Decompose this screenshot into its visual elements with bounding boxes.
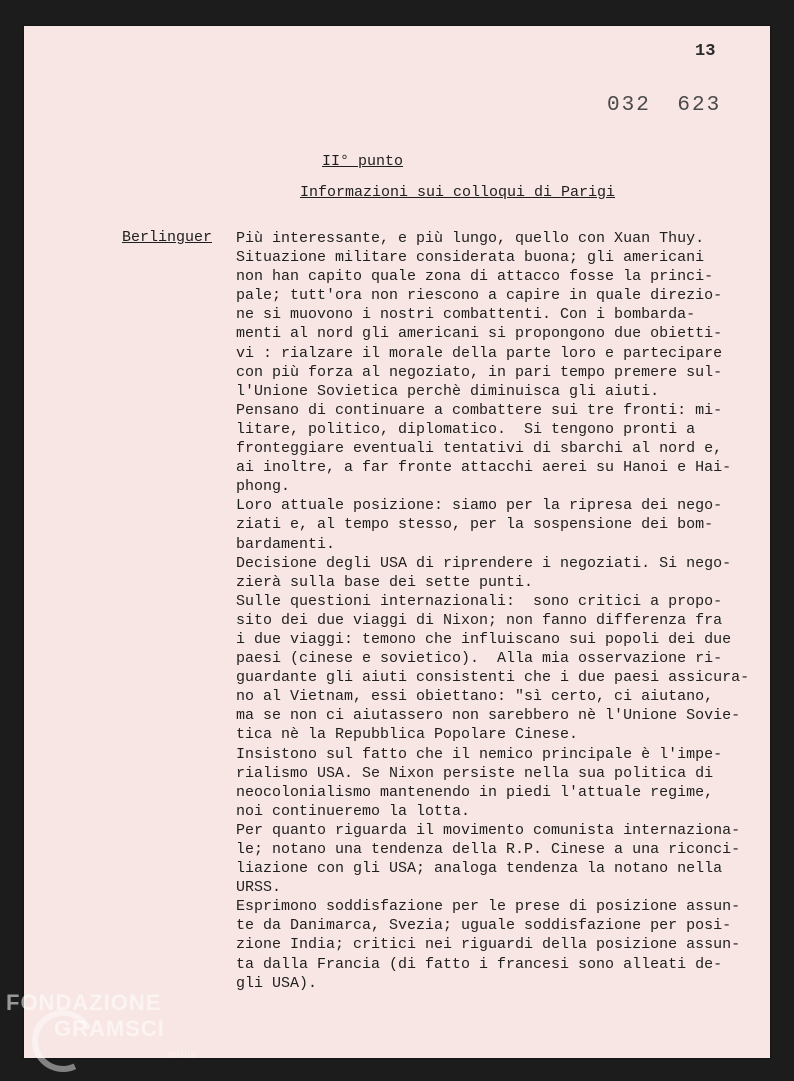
page-number: 13 — [695, 42, 716, 61]
body-line: zione India; critici nei riguardi della posizione assun- — [236, 936, 741, 954]
body-line: neocolonialismo mantenendo in piedi l'attuale regime, — [236, 783, 714, 801]
body-line: Loro attuale posizione: siamo per la ripresa dei nego- — [236, 497, 723, 515]
body-line: paesi (cinese e sovietico). Alla mia osservazione ri- — [236, 650, 723, 668]
body-line: liazione con gli USA; analoga tendenza la notano nella — [236, 860, 723, 878]
body-line: sito dei due viaggi di Nixon; non fanno differenza fra — [236, 611, 723, 629]
body-line: l'Unione Sovietica perchè diminuisca gli aiuti. — [236, 382, 660, 400]
body-line: te da Danimarca, Svezia; uguale soddisfazione per posi- — [236, 917, 732, 935]
body-line: menti al nord gli americani si propongono due obietti- — [236, 325, 723, 343]
section-subtitle: Informazioni sui colloqui di Parigi — [300, 184, 616, 201]
body-line: URSS. — [236, 879, 282, 897]
body-line: fronteggiare eventuali tentativi di sbarchi al nord e, — [236, 440, 723, 458]
body-line: ne si muovono i nostri combattenti. Con i bombarda- — [236, 306, 696, 324]
body-line: Più interessante, e più lungo, quello con Xuan Thuy. — [236, 230, 705, 247]
body-line: pale; tutt'ora non riescono a capire in quale direzio- — [236, 287, 723, 305]
body-line: Decisione degli USA di riprendere i negoziati. Si nego- — [236, 554, 732, 572]
body-line: con più forza al negoziato, in pari tempo premere sul- — [236, 363, 723, 381]
body-line: litare, politico, diplomatico. Si tengono pronti a — [236, 420, 696, 438]
watermark-line2: GRAMSCI — [54, 1016, 165, 1041]
speaker-name: Berlinguer — [122, 229, 213, 246]
body-line: Esprimono soddisfazione per le prese di posizione assun- — [236, 898, 741, 916]
body-line: phong. — [236, 478, 291, 496]
body-line: Per quanto riguarda il movimento comunista internaziona- — [236, 821, 741, 839]
watermark-suffix: onlus — [168, 1050, 197, 1061]
body-line: zierà sulla base dei sette punti. — [236, 573, 534, 591]
body-line: i due viaggi: temono che influiscano sui popoli dei due — [236, 630, 732, 648]
body-line: Pensano di continuare a combattere sui tre fronti: mi- — [236, 401, 723, 419]
body-line: ziati e, al tempo stesso, per la sospensione dei bom- — [236, 516, 714, 534]
body-line: ma se non ci aiutassero non sarebbero nè l'Unione Sovie- — [236, 707, 741, 725]
watermark-line1: FONDAZIONE — [6, 990, 162, 1015]
body-line: gli USA). — [236, 974, 318, 992]
body-line: guardante gli aiuti consistenti che i due paesi assicura- — [236, 669, 750, 687]
section-title: II° punto — [322, 153, 404, 170]
body-line: noi continueremo la lotta. — [236, 802, 471, 820]
archive-number: 032 623 — [607, 94, 722, 117]
body-line: le; notano una tendenza della R.P. Cinese a una riconci- — [236, 841, 741, 858]
body-line: Insistono sul fatto che il nemico principale è l'impe- — [236, 745, 723, 763]
body-line: Sulle questioni internazionali: sono critici a propo- — [236, 592, 723, 610]
body-line: bardamenti. — [236, 535, 336, 553]
body-line: vi : rialzare il morale della parte loro e partecipare — [236, 344, 723, 362]
body-line: tica nè la Repubblica Popolare Cinese. — [236, 726, 579, 744]
body-line: rialismo USA. Se Nixon persiste nella sua politica di — [236, 764, 714, 782]
body-line: no al Vietnam, essi obiettano: "sì certo, ci aiutano, — [236, 688, 714, 706]
body-text — [236, 229, 776, 993]
body-line: non han capito quale zona di attacco fosse la princi- — [236, 268, 714, 286]
body-line: ta dalla Francia (di fatto i francesi sono alleati de- — [236, 955, 723, 973]
body-line: ai inoltre, a far fronte attacchi aerei su Hanoi e Hai- — [236, 459, 732, 477]
watermark-logo — [6, 990, 197, 1061]
body-line: Situazione militare considerata buona; gli americani — [236, 249, 705, 267]
